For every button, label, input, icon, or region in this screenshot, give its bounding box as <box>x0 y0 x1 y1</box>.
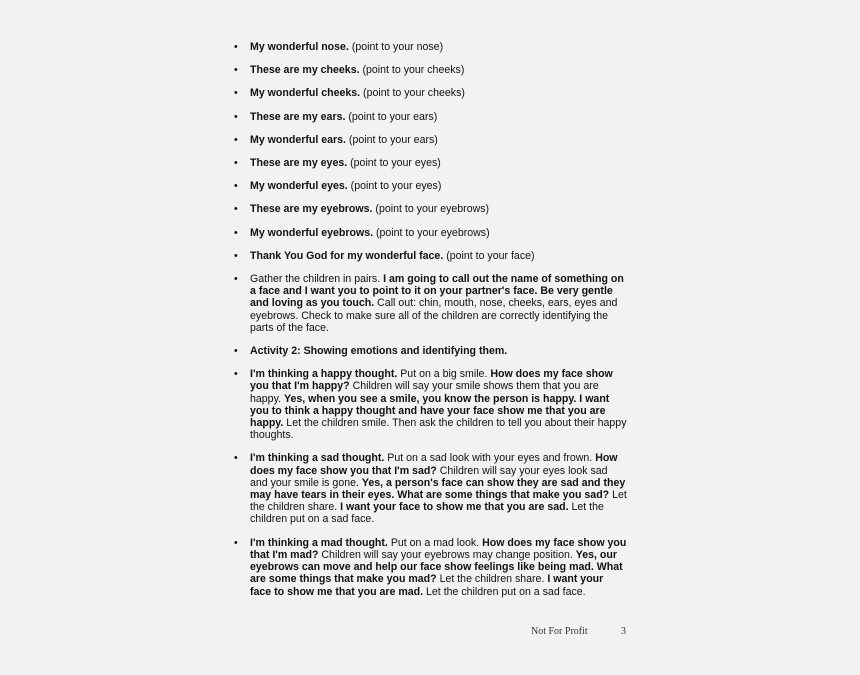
list-item <box>232 64 627 76</box>
mad-paragraph <box>232 537 627 598</box>
item-text: (point to your cheeks) <box>360 87 465 100</box>
footer-label: Not For Profit <box>531 626 588 634</box>
page-number: 3 <box>621 626 626 634</box>
item-text: (point to your eyes) <box>347 157 441 170</box>
bullet-icon: • <box>234 157 238 170</box>
list-item <box>232 157 627 169</box>
mad-text-2: Children will say your eyebrows may change position. <box>318 548 576 561</box>
happy-text-1: Put on a big smile. <box>397 368 491 381</box>
bullet-icon: • <box>234 273 238 286</box>
item-bold-text: My wonderful eyebrows. <box>250 226 374 239</box>
item-bold-text: My wonderful eyes. <box>250 180 348 193</box>
happy-paragraph <box>232 368 627 441</box>
bullet-list <box>232 41 627 609</box>
bullet-icon: • <box>234 180 238 193</box>
bullet-icon: • <box>234 368 238 381</box>
list-item <box>232 134 627 146</box>
pairs-bold-1: I am going to call out the name of something on a face and I want you to point to it on your partner's face. Be very gentle and loving as you touch. <box>250 273 624 310</box>
mad-bold-4: I want your face to show me that you are mad. <box>250 573 604 598</box>
mad-bold-1: I'm thinking a mad thought. <box>250 536 388 549</box>
pairs-text-1: Gather the children in pairs. <box>250 273 384 286</box>
list-item <box>232 250 627 262</box>
item-bold-text: These are my eyebrows. <box>250 203 373 216</box>
sad-text-4: Let the children put on a sad face. <box>250 501 604 526</box>
item-bold-text: My wonderful nose. <box>250 41 349 53</box>
mad-text-1: Put on a mad look. <box>387 536 483 549</box>
mad-bold-3: Yes, our eyebrows can move and help our face show feelings like being mad. What are some things that make you mad? <box>250 548 623 586</box>
bullet-icon: • <box>234 110 238 123</box>
pairs-text-2: Call out: chin, mouth, nose, cheeks, ears, eyes and eyebrows. Check to make sure all of the children are correctly identifying the parts of the face. <box>250 297 618 334</box>
mad-text-4: Let the children put on a sad face. <box>423 585 586 598</box>
list-item <box>232 87 627 99</box>
bullet-icon: • <box>234 536 238 549</box>
sad-paragraph <box>232 452 627 525</box>
list-item <box>232 180 627 192</box>
item-text: (point to your ears) <box>345 110 438 123</box>
sad-bold-3: Yes, a person's face can show they are sad and they may have tears in their eyes. What are some things that make you sad? <box>250 476 626 502</box>
sad-text-3: Let the children share. <box>250 489 627 514</box>
happy-bold-3: Yes, when you see a smile, you know the person is happy. I want you to think a happy thought and have your face show me that you are happy. <box>250 392 610 430</box>
item-bold-text: My wonderful ears. <box>250 133 346 146</box>
item-text: (point to your eyes) <box>347 180 442 193</box>
sad-text-2: Children will say your eyes look sad and your smile is gone. <box>250 464 608 489</box>
item-bold-text: These are my eyes. <box>250 157 348 170</box>
bullet-icon: • <box>234 133 238 146</box>
activity-title: Activity 2: Showing emotions and identifying them. <box>250 345 508 358</box>
bullet-icon: • <box>234 203 238 216</box>
item-text: (point to your face) <box>443 249 535 262</box>
sad-text-1: Put on a sad look with your eyes and frown. <box>384 452 596 465</box>
item-bold-text: My wonderful cheeks. <box>250 87 361 100</box>
item-text: (point to your cheeks) <box>359 64 465 77</box>
list-item <box>232 227 627 239</box>
sad-bold-2: How does my face show you that I'm sad? <box>250 452 618 477</box>
mad-text-3: Let the children share. <box>436 573 548 586</box>
list-item <box>232 41 627 53</box>
list-item <box>232 203 627 215</box>
item-text: (point to your eyebrows) <box>373 226 490 239</box>
bullet-icon: • <box>234 452 238 465</box>
sad-bold-1: I'm thinking a sad thought. <box>250 452 385 465</box>
activity-heading <box>232 345 627 357</box>
item-bold-text: Thank You God for my wonderful face. <box>250 249 444 262</box>
happy-bold-1: I'm thinking a happy thought. <box>250 368 398 381</box>
bullet-icon: • <box>234 345 238 358</box>
item-bold-text: These are my cheeks. <box>250 64 360 77</box>
bullet-icon: • <box>234 64 238 77</box>
bullet-icon: • <box>234 87 238 100</box>
happy-text-3: Let the children smile. Then ask the children to tell you about their happy thoughts. <box>250 417 627 442</box>
pairs-paragraph <box>232 273 627 334</box>
happy-text-2: Children will say your smile shows them that you are happy. <box>250 380 599 405</box>
item-text: (point to your ears) <box>345 133 438 146</box>
item-bold-text: These are my ears. <box>250 110 346 123</box>
list-item <box>232 111 627 123</box>
bullet-icon: • <box>234 226 238 239</box>
happy-bold-2: How does my face show you that I'm happy? <box>250 368 613 393</box>
mad-bold-2: How does my face show you that I'm mad? <box>250 536 627 561</box>
bullet-icon: • <box>234 41 238 53</box>
item-text: (point to your eyebrows) <box>372 203 490 216</box>
bullet-icon: • <box>234 249 238 262</box>
sad-bold-4: I want your face to show me that you are sad. <box>340 501 569 514</box>
item-text: (point to your nose) <box>348 41 444 53</box>
